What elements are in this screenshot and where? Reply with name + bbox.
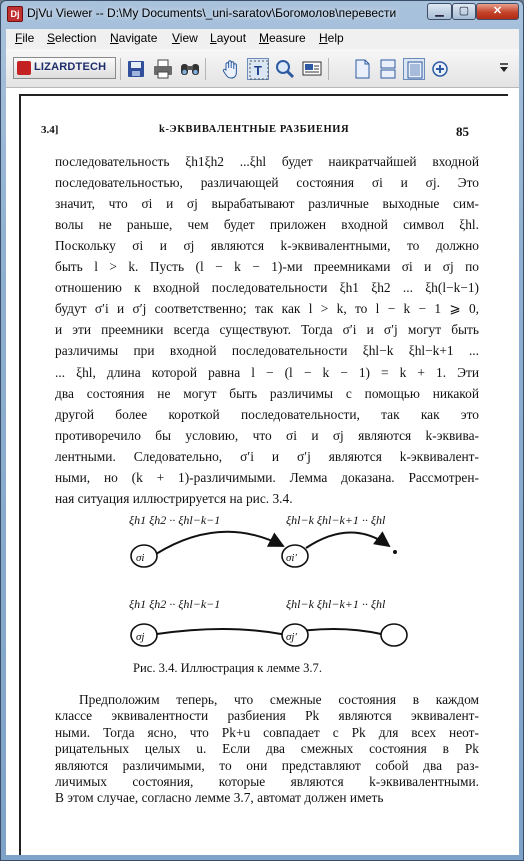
- figure-top-edge-1: [156, 532, 283, 554]
- menu-layout[interactable]: Layout: [210, 31, 247, 45]
- text-line: ными, но (k + 1)-различимыми. Лемма доказана. Рассмотрен-: [55, 469, 479, 485]
- text-line: классе эквивалентности разбиения Pk являются эквивалент-: [55, 708, 479, 724]
- page-running-title: k-ЭКВИВАЛЕНТНЫЕ РАЗБИЕНИЯ: [159, 124, 350, 135]
- document-viewport[interactable]: [6, 88, 519, 855]
- zoom-in-icon[interactable]: [429, 58, 451, 80]
- save-icon[interactable]: [125, 58, 147, 80]
- text-line: ... ξhl, длина которой равна l − (l − k − 1) = k + 1. Эти: [55, 364, 479, 380]
- text-line: отношению к входной последовательности ξh1 ξh2 ... ξh(l−k−1): [55, 280, 479, 296]
- figure-node-sigma-j-prime-label: σj′: [286, 631, 297, 643]
- figure-bottom-left-label: ξh1 ξh2 ·· ξhl−k−1: [129, 597, 221, 611]
- figure-top-right-label: ξhl−k ξhl−k+1 ·· ξhl: [286, 513, 386, 527]
- figure-bottom-right-label: ξhl−k ξhl−k+1 ·· ξhl: [286, 597, 386, 611]
- text-line: ная ситуация иллюстрируется на рис. 3.4.: [55, 490, 293, 506]
- svg-text:T: T: [254, 63, 262, 78]
- text-line: два состояния не могут быть различимы с помощью никакой: [55, 385, 479, 401]
- print-icon[interactable]: [152, 58, 174, 80]
- text-line: быть l > k. Пусть (l − k − 1)-ми преемниками σi и σj по: [55, 259, 479, 275]
- text-line: волы не раньше, чем будет приложен входной символ ξhl.: [55, 217, 479, 233]
- text-line: другой более короткой последовательности, так как это: [55, 406, 479, 422]
- figure-node-end-bottom: [381, 624, 407, 646]
- text-line: Предположим теперь, что смежные состояния в каждом: [79, 692, 479, 707]
- hand-icon[interactable]: [220, 58, 242, 80]
- toolbar-separator: [328, 58, 329, 80]
- text-line: рицательных целых u. Если два смежных состояния в Pk: [55, 741, 479, 757]
- maximize-button[interactable]: ▢: [452, 3, 476, 20]
- figure-caption: Рис. 3.4. Иллюстрация к лемме 3.7.: [133, 661, 323, 675]
- menu-selection[interactable]: Selection: [47, 31, 97, 45]
- title-bar[interactable]: [1, 1, 523, 27]
- page-number: 85: [456, 124, 469, 139]
- text-line: различимы при входной последовательности ξhl−k ξhl−k+1 ...: [55, 343, 479, 359]
- menu-measure[interactable]: Measure: [259, 31, 306, 45]
- find-icon[interactable]: [179, 58, 201, 80]
- djvu-app-icon[interactable]: Dj: [7, 6, 23, 22]
- window-title: DjVu Viewer -- D:\My Documents\_uni-saratov\Богомолов\перевести: [27, 6, 397, 20]
- text-line: значит, что σi и σj вырабатывают различные выходные сим-: [55, 196, 479, 212]
- lizardtech-logo[interactable]: [13, 57, 116, 79]
- text-line: являются различимыми, то они представляют собой два раз-: [55, 757, 479, 773]
- menu-navigate[interactable]: Navigate: [110, 31, 158, 45]
- text-line: последовательностью, различающей состояния σi и σj. Это: [55, 175, 479, 191]
- text-line: последовательность ξh1ξh2 ...ξhl будет наикратчайшей входной: [55, 154, 479, 169]
- text-line: ными. Тогда ясно, что Pk+u совпадает с Pk для всех неот-: [55, 724, 479, 740]
- zoom-rect-icon[interactable]: [301, 58, 323, 80]
- continuous-icon[interactable]: [377, 58, 399, 80]
- figure-3-4: [111, 506, 411, 656]
- figure-node-end-top: [393, 550, 397, 554]
- text-line: лентными. Следовательно, σ′i и σ′j являются k-эквивалент-: [55, 448, 479, 464]
- window-bottom-frame: [6, 855, 519, 860]
- minimize-button[interactable]: ▁: [427, 3, 452, 20]
- zoom-icon[interactable]: [274, 58, 296, 80]
- figure-top-left-label: ξh1 ξh2 ·· ξhl−k−1: [129, 513, 221, 527]
- text-line: и эти преемники всегда существуют. Тогда σ′i и σ′j могут быть: [55, 322, 479, 338]
- figure-node-sigma-j-label: σj: [136, 631, 145, 643]
- close-button[interactable]: ✕: [476, 3, 519, 20]
- figure-node-sigma-i-prime-label: σi′: [286, 552, 297, 564]
- text-line: будут σ′i и σ′j соответственно; так как l > k, то l − k − 1 ⩾ 0,: [55, 301, 479, 317]
- text-line: противоречило бы условию, что σi и σj являются k-эквива-: [55, 427, 479, 443]
- overflow-icon[interactable]: [493, 58, 515, 80]
- document-page[interactable]: [19, 94, 508, 855]
- page-section-number: 3.4]: [41, 124, 59, 136]
- text-line: Поскольку σi и σj являются k-эквивалентными, то должно: [55, 238, 479, 254]
- single-page-icon[interactable]: [351, 58, 373, 80]
- lizardtech-logo-text: LIZARDTECH: [34, 61, 107, 73]
- figure-node-sigma-i-label: σi: [136, 552, 145, 564]
- menu-help[interactable]: Help: [319, 31, 344, 45]
- figure-bottom-edge: [157, 629, 381, 634]
- menu-file[interactable]: File: [15, 31, 35, 45]
- toolbar: [6, 49, 519, 88]
- facing-icon[interactable]: [403, 58, 425, 80]
- text-select-icon[interactable]: [247, 58, 269, 80]
- toolbar-separator: [205, 58, 206, 80]
- figure-top-edge-2: [306, 532, 389, 548]
- text-line: личимых состояния, которые являются k-эквивалентными.: [55, 774, 479, 789]
- text-line: В этом случае, согласно лемме 3.7, автомат должен иметь: [55, 790, 384, 806]
- lizardtech-logo-icon: [17, 61, 31, 75]
- menu-bar: [6, 29, 519, 49]
- menu-view[interactable]: View: [172, 31, 198, 45]
- toolbar-separator: [120, 58, 121, 80]
